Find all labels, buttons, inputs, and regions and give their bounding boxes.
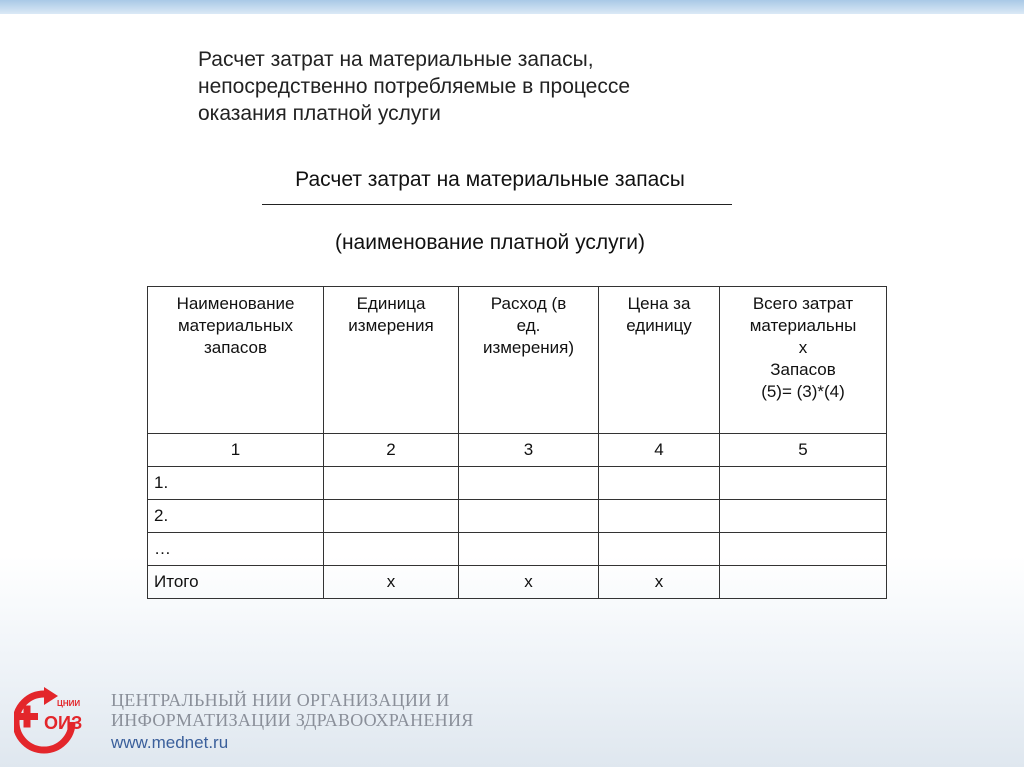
material-costs-table: [147, 286, 887, 599]
slide-subtitle: [198, 46, 838, 127]
table-row: [148, 467, 887, 500]
table-cell: Итого: [148, 566, 324, 599]
column-number-cell: 4: [599, 434, 720, 467]
table-cell: [459, 533, 599, 566]
table-cell: [720, 533, 887, 566]
table-cell: 1.: [148, 467, 324, 500]
table-cell: [720, 467, 887, 500]
table-cell: [459, 467, 599, 500]
table-cell: 2.: [148, 500, 324, 533]
header-cell-material-name: Наименование материальных запасов: [148, 287, 324, 434]
column-number-row: [148, 434, 887, 467]
website-link[interactable]: www.mednet.ru: [111, 733, 229, 752]
table-row: [148, 500, 887, 533]
subtitle-line: Расчет затрат на материальные запасы,: [198, 48, 594, 71]
table-cell: х: [599, 566, 720, 599]
table-cell: [324, 467, 459, 500]
table-cell: [324, 500, 459, 533]
logo-graphic: [14, 682, 104, 754]
table-cell: [599, 533, 720, 566]
logo-text-main: ОИЗ: [44, 713, 83, 733]
table-cell: х: [324, 566, 459, 599]
service-name-blank-line: [262, 204, 732, 205]
column-number-cell: 3: [459, 434, 599, 467]
org-name-line: ЦЕНТРАЛЬНЫЙ НИИ ОРГАНИЗАЦИИ И: [111, 690, 450, 710]
service-name-caption: (наименование платной услуги): [334, 231, 646, 254]
organization-name: [111, 690, 474, 730]
table-header-row: [148, 287, 887, 434]
organization-logo: [14, 682, 104, 754]
table-cell: [720, 566, 887, 599]
table-cell: [720, 500, 887, 533]
table-cell: [459, 500, 599, 533]
table-title: Расчет затрат на материальные запасы: [295, 168, 685, 191]
header-cell-unit-price: Цена за единицу: [599, 287, 720, 434]
header-cell-unit: Единица измерения: [324, 287, 459, 434]
header-cell-total-cost: Всего затрат материальны х Запасов (5)= (3)*(4): [720, 287, 887, 434]
column-number-cell: 2: [324, 434, 459, 467]
org-name-line: ИНФОРМАТИЗАЦИИ ЗДРАВООХРАНЕНИЯ: [111, 710, 474, 730]
table-cell: …: [148, 533, 324, 566]
column-number-cell: 5: [720, 434, 887, 467]
table-cell: х: [459, 566, 599, 599]
table-row: [148, 533, 887, 566]
subtitle-line: оказания платной услуги: [198, 102, 441, 125]
table-cell: [599, 500, 720, 533]
header-cell-consumption: Расход (в ед. измерения): [459, 287, 599, 434]
logo-text-top: ЦНИИ: [57, 699, 81, 708]
table-row-total: [148, 566, 887, 599]
top-band: [0, 0, 1024, 14]
subtitle-line: непосредственно потребляемые в процессе: [198, 75, 631, 98]
column-number-cell: 1: [148, 434, 324, 467]
table-cell: [324, 533, 459, 566]
table-cell: [599, 467, 720, 500]
